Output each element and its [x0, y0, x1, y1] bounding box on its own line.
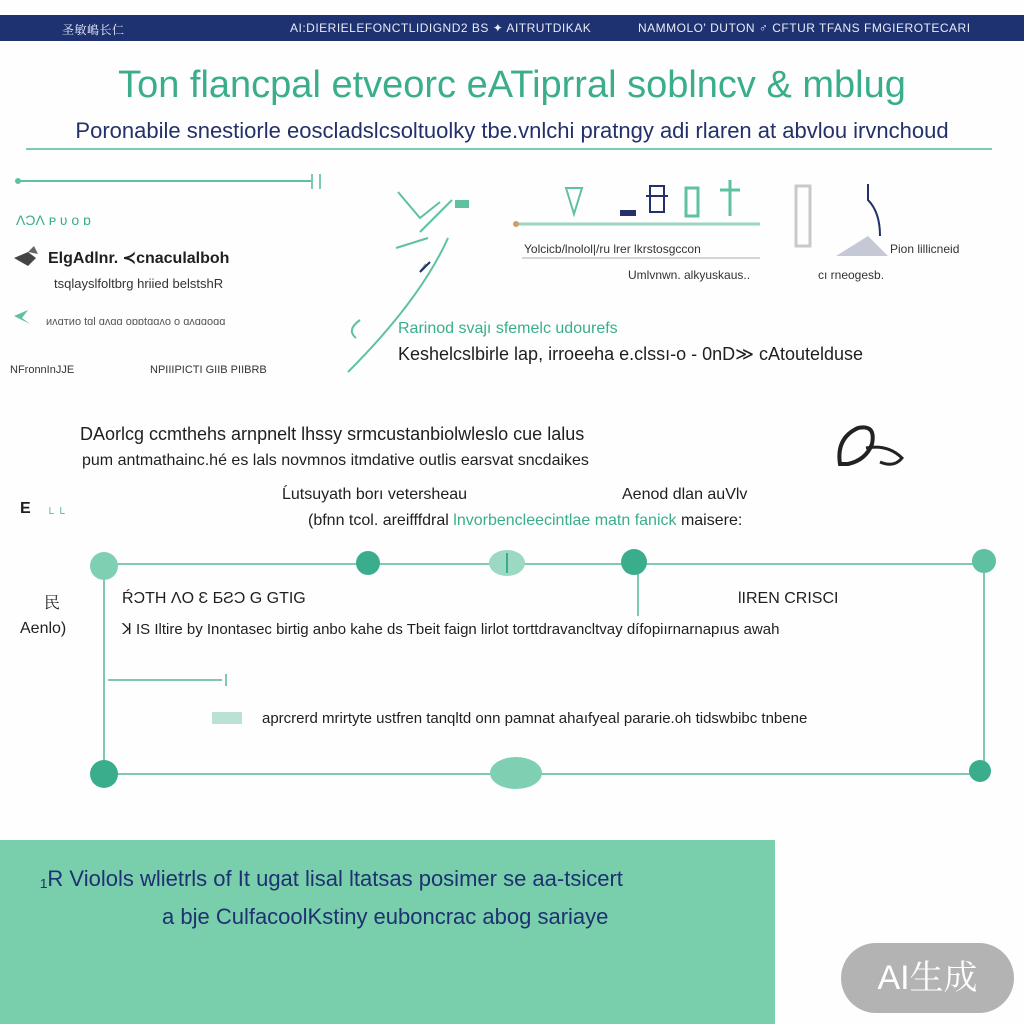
- footer-panel: [0, 840, 775, 1024]
- section-heading: Rarinod svajı sfemelc udourefs: [398, 320, 618, 337]
- timeline-node: [969, 760, 991, 782]
- slider-start-dot: [15, 178, 21, 184]
- timeline-row1-left: ŔƆTH ɅO Ɛ ƂƧƆ G GTIG: [122, 590, 306, 607]
- side-mark: E: [20, 500, 31, 517]
- mid-label-right: Aenod dlan auVlv: [622, 486, 748, 503]
- paragraph-line-1: DAorlcg ccmthehs arnpnelt lhssy srmcustanbiolwleslo cue lalus: [80, 424, 585, 444]
- timeline-side-1: 民: [44, 595, 61, 612]
- timeline-node: [90, 552, 118, 580]
- left-arrow-icon: [14, 310, 30, 324]
- left-subheading: tsqlayslfoltbrg hriied belstshR: [54, 276, 224, 291]
- left-footer-left: NFronnInJJE: [10, 364, 75, 376]
- timeline-row2: ꓘ IS Iltire by Inontasec birtig anbo kahe ds Tbeit faign lirlot torttdravancltvay dífopiırnarnapıus awah: [122, 621, 780, 638]
- scanner-icon: [796, 184, 888, 256]
- ai-generated-badge: AI生成: [841, 943, 1014, 1013]
- legend-swatch: [212, 712, 242, 724]
- small-tag-icon: [455, 200, 469, 208]
- timeline-node: [356, 551, 380, 575]
- banner-center-text: AI:DIERIELEFONCTLIDIGND2 BS ✦ AITRUTDIKAK: [290, 21, 592, 35]
- side-mark-2: └ └: [46, 508, 65, 520]
- paragraph-line-2: pum antmathainc.hé es lals novmnos itmdative outlis earsvat sncdaikes: [82, 452, 589, 469]
- left-tagline: ɅƆɅ ᴘ ʋ ᴏ ɒ: [16, 212, 91, 228]
- timeline-node: [90, 760, 118, 788]
- left-note-row: ᴎᴧɑᴛᴎᴏ tɑl ɑᴧɑɑ ᴏɒɒtɑɑᴧᴏ ᴏ ɑᴧɑɑᴏɑɑ: [46, 316, 226, 328]
- timeline-node: [621, 549, 647, 575]
- mid-line-c: maisere:: [676, 512, 743, 529]
- mid-line-a: (bfnn tcol. areifffdral: [308, 512, 454, 529]
- equipment-icons: [566, 180, 740, 216]
- left-heading: ElgAdlnr. ≺cnaculalboh: [48, 250, 230, 267]
- page-subtitle: Poronabile snestiorle eoscladslcsoltuolky tbe.vnlchi pratngy adi rlaren at abvlou irvnchoud: [75, 118, 949, 143]
- timeline-row1-right: ƖIREN CRISCI: [738, 590, 839, 607]
- left-footer-right: NΡIIIPICTI GIIB PIIBRB: [150, 364, 267, 376]
- device-caption-2: Umlvnwn. alkyuskaus..: [628, 268, 751, 282]
- timeline-node: [972, 549, 996, 573]
- section-line: Keshelcslbirle lap, irroeeha e.clssı-o - 0nD≫ cAtoutelduse: [398, 344, 864, 364]
- banner-right-text: NAMMOLO' DUTON ♂ CFTUR TFANS FMGIEROTECARI: [638, 21, 971, 35]
- footer-line-1: ₁R Violols wlietrls of It ugat lisal ltatsas posimer se aa-tsicert: [40, 866, 623, 891]
- footer-line-2: a bje CulfacoolKstiny euboncrac abog sariaye: [162, 904, 609, 929]
- brush-sketch-icon: [839, 427, 902, 464]
- mid-label-left: Ĺutsuyath borı vetersheau: [282, 486, 468, 503]
- timeline-side-2: Aenlo): [20, 620, 67, 637]
- mid-line-b: lnvorbencleecintlae matn fanick: [453, 512, 677, 529]
- device-caption-1: Yolcicb/lnolol|/ru lrer lkrstosgccon: [524, 242, 701, 256]
- bird-icon: [14, 246, 38, 266]
- device-caption-3: Pion lillicneid: [890, 242, 960, 256]
- device-caption-4: cı rneogesb.: [818, 268, 885, 282]
- banner-left-text: 圣敏嶋长仁: [62, 23, 125, 37]
- page-title: Ton flancpal etveorc eATiprral soblncv & mblug: [118, 64, 906, 106]
- timeline-node: [490, 757, 542, 789]
- mid-line: [308, 512, 742, 530]
- timeline-row3: aprcrerd mrirtyte ustfren tanqltd onn pamnat ahaıfyeal pararie.oh tidswbibc tnbene: [262, 710, 808, 727]
